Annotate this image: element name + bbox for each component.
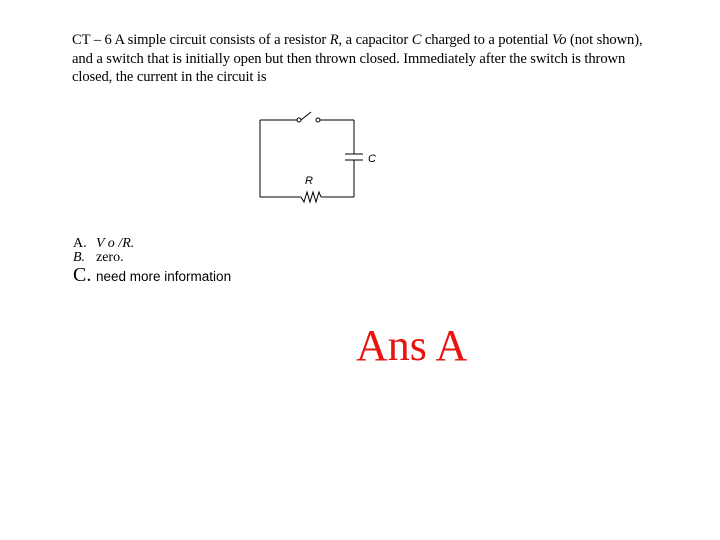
switch-contact-right xyxy=(316,118,320,122)
variable-r: R xyxy=(329,32,339,48)
resistor-label: R xyxy=(305,175,313,187)
question-part-1: A simple circuit consists of a resistor xyxy=(114,32,330,48)
question-part-2: , a capacitor xyxy=(338,32,412,48)
capacitor-label: C xyxy=(368,153,376,165)
choice-a-text: V o /R. xyxy=(96,236,135,251)
question-part-4: (not shown), and a switch that is initially open but then thrown closed. Immediately after the switch is thrown closed, the current in the circuit is xyxy=(72,32,643,85)
choice-c-text: need more information xyxy=(96,269,232,284)
choice-b-text: zero. xyxy=(96,250,124,265)
variable-c: C xyxy=(411,32,422,48)
switch-blade xyxy=(301,112,311,120)
choice-a xyxy=(73,237,231,251)
choice-c-letter: C. xyxy=(73,264,92,286)
circuit-diagram xyxy=(250,100,390,205)
answer-choices xyxy=(73,237,231,292)
resistor-zigzag xyxy=(301,192,321,202)
choice-b xyxy=(73,251,231,265)
question-part-3: charged to a potential xyxy=(421,32,552,48)
choice-b-letter: B. xyxy=(73,250,86,265)
switch-contact-left xyxy=(297,118,301,122)
question-text xyxy=(72,31,662,87)
variable-vo: Vo xyxy=(552,32,567,48)
question-number: CT – 6 xyxy=(72,32,112,48)
choice-a-letter: A. xyxy=(73,236,87,251)
choice-c xyxy=(73,264,232,292)
answer-text: Ans A xyxy=(356,321,468,370)
